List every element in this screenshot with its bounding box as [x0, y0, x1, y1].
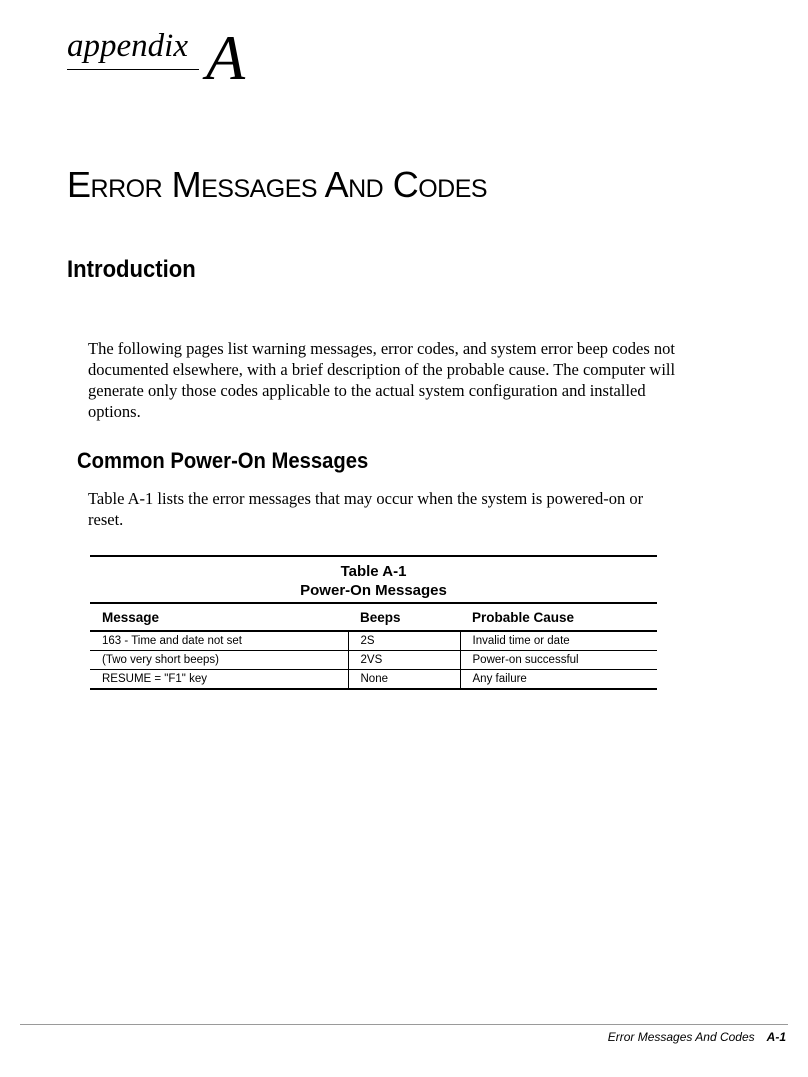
table-row — [90, 651, 657, 670]
table-header-row — [90, 603, 657, 631]
cell-probable-cause: Invalid time or date — [460, 631, 657, 651]
common-power-on-heading: Common Power-On Messages — [77, 448, 369, 473]
footer-divider — [20, 1024, 788, 1025]
cell-probable-cause: Power-on successful — [460, 651, 657, 670]
cell-message: (Two very short beeps) — [90, 651, 348, 670]
header-probable-cause: Probable Cause — [460, 603, 657, 631]
footer-page-number: A-1 — [766, 1030, 786, 1044]
common-power-on-paragraph: Table A-1 lists the error messages that may occur when the system is powered-on or reset. — [88, 489, 644, 529]
messages-table — [90, 602, 657, 690]
introduction-heading: Introduction — [67, 256, 196, 283]
introduction-paragraph: The following pages list warning messages, error codes, and system error beep codes not documented elsewhere, with a brief description of the probable cause. The computer will generate only those codes applicable to the actual system configuration and installed options. — [88, 339, 676, 421]
page-footer — [608, 1029, 786, 1045]
table-caption-title: Power-On Messages — [300, 582, 447, 599]
table-row — [90, 670, 657, 690]
footer-title: Error Messages And Codes — [607, 1030, 755, 1044]
table-caption-number: Table A-1 — [340, 563, 407, 580]
appendix-label: appendix — [67, 28, 188, 64]
appendix-letter: A — [206, 22, 246, 93]
table-caption — [90, 557, 657, 602]
header-message: Message — [90, 603, 348, 631]
cell-message: 163 - Time and date not set — [90, 631, 348, 651]
cell-beeps: 2VS — [348, 651, 460, 670]
table-row — [90, 631, 657, 651]
chapter-title: Error Messages And Codes — [67, 164, 488, 205]
power-on-messages-table — [90, 555, 657, 690]
header-beeps: Beeps — [348, 603, 460, 631]
cell-beeps: None — [348, 670, 460, 690]
cell-beeps: 2S — [348, 631, 460, 651]
cell-probable-cause: Any failure — [460, 670, 657, 690]
cell-message: RESUME = "F1" key — [90, 670, 348, 690]
appendix-underline — [67, 69, 199, 70]
